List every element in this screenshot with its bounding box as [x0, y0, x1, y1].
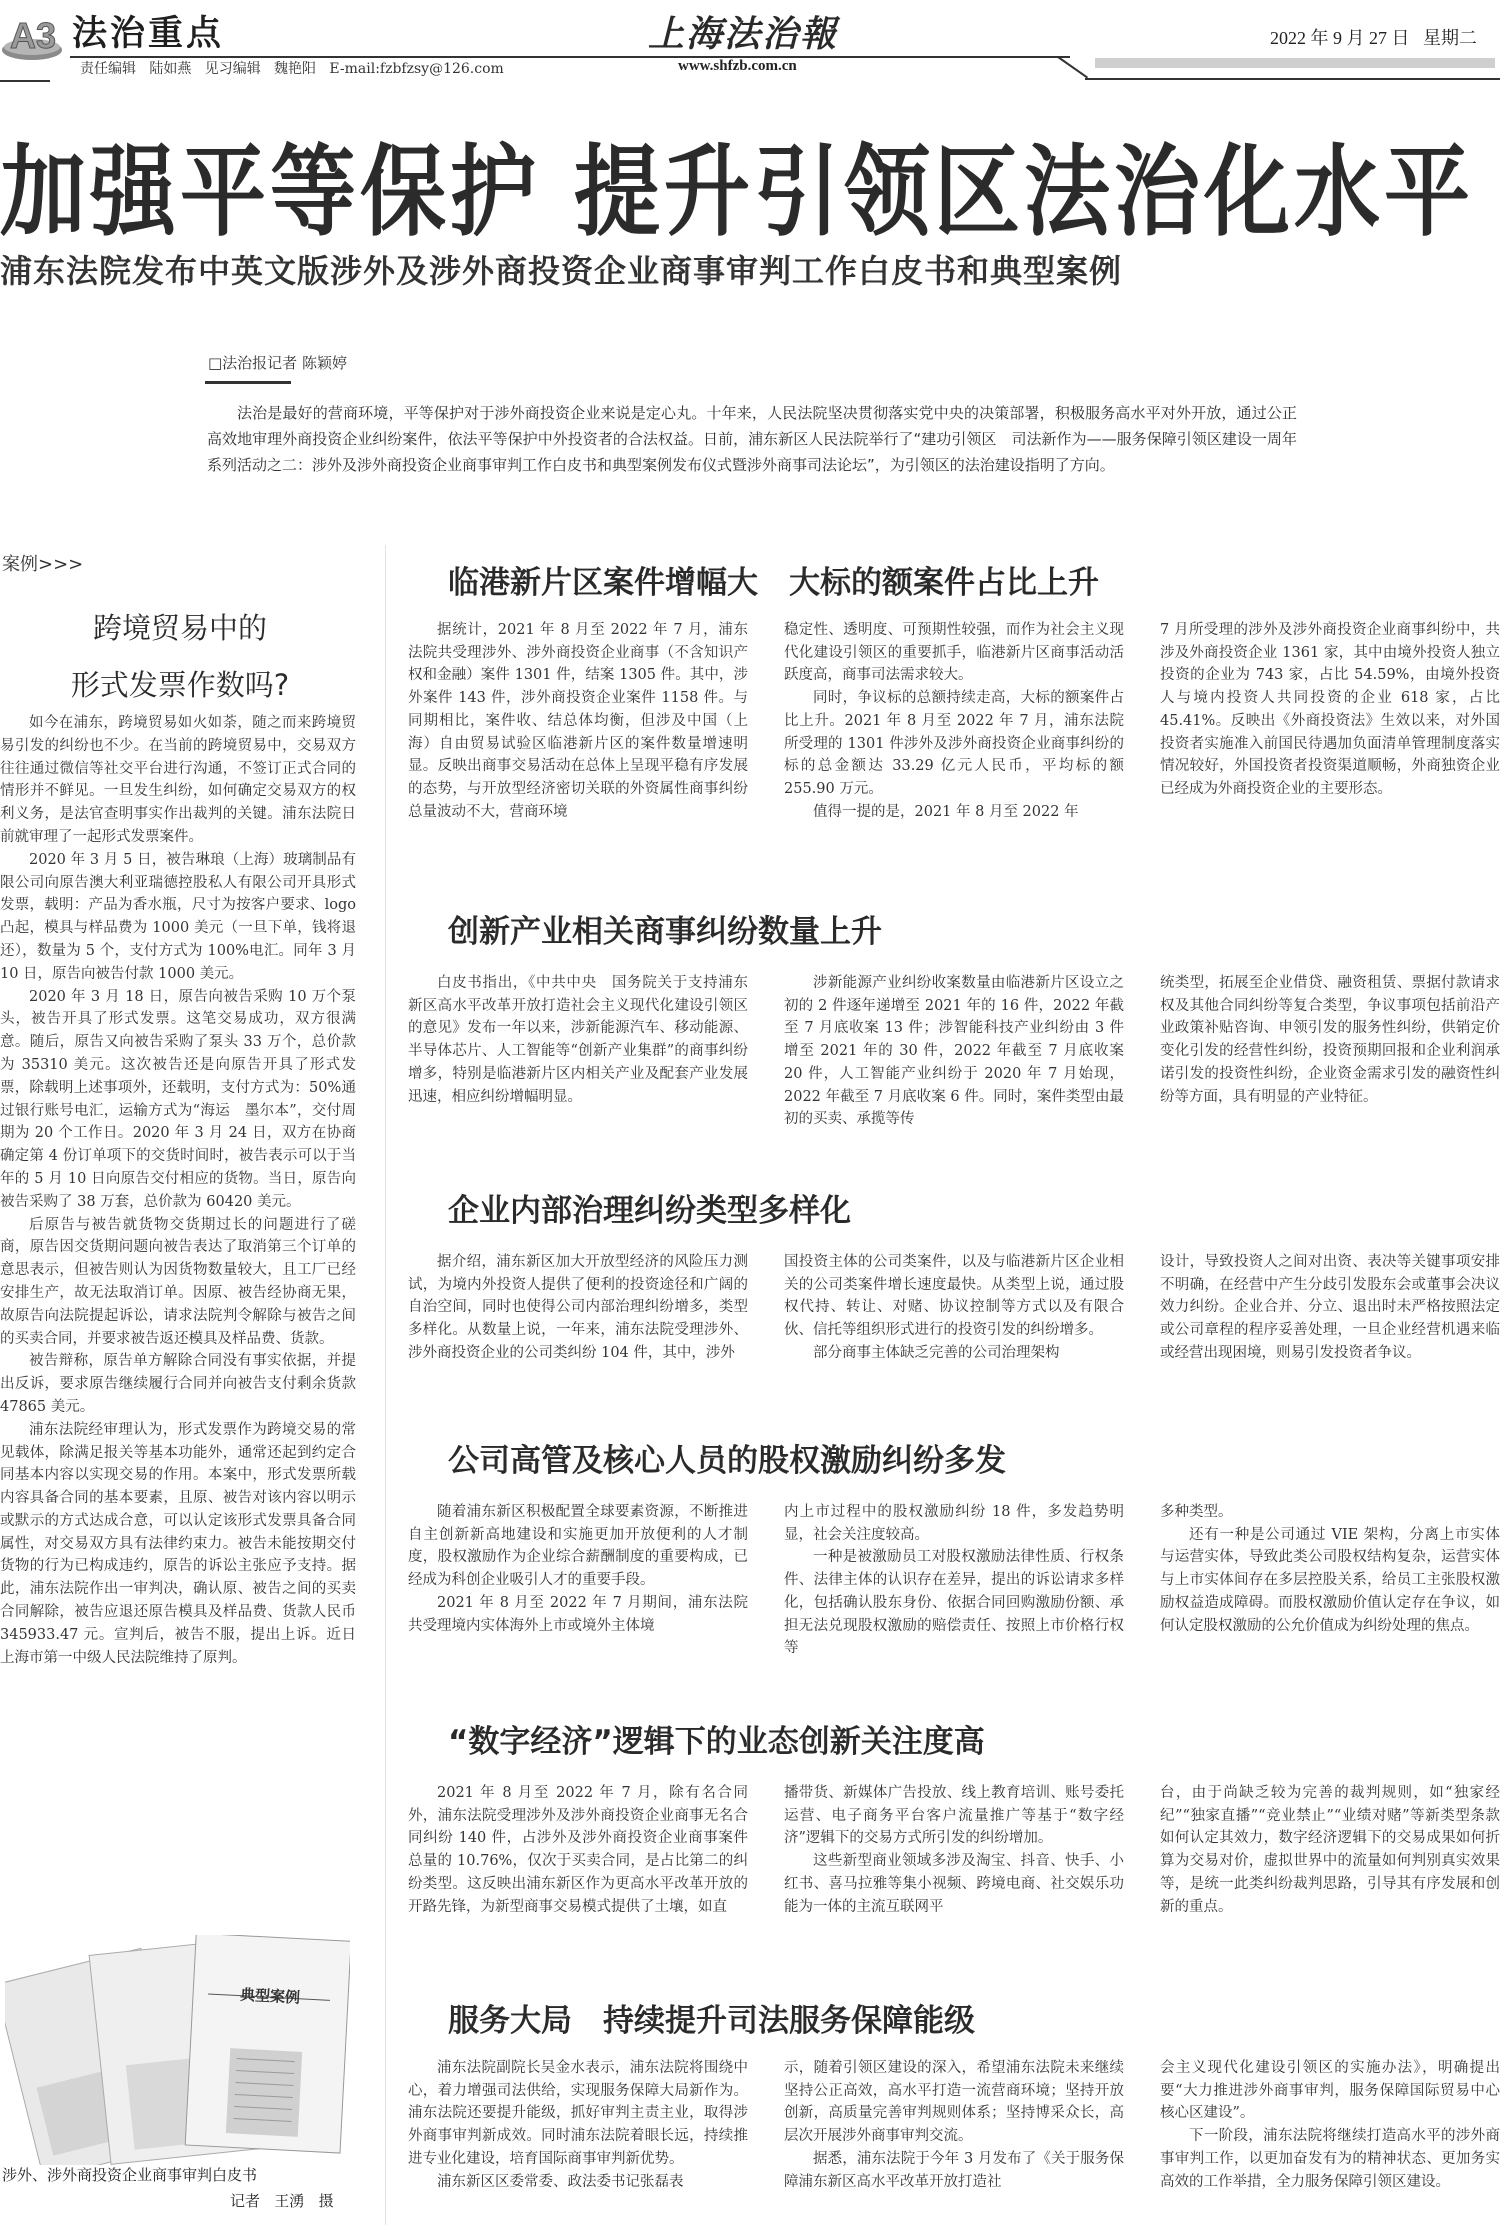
- paragraph: 播带货、新媒体广告投放、线上教育培训、账号委托运营、电子商务平台客户流量推广等基于“数字经济”逻辑下的交易方式所引发的纠纷增加。: [784, 1785, 1124, 1847]
- paragraph: 统类型，拓展至企业借贷、融资租赁、票据付款请求权及其他合同纠纷等复合类型，争议事项包括前沿产业政策补贴咨询、申领引发的服务性纠纷，供销定价变化引发的经营性纠纷，投资预期回报和企业利润承诺引发的投资性纠纷，企业资金需求引发的融资性纠纷等方面，具有明显的产业特征。: [1160, 975, 1500, 1105]
- case-title-line: 跨境贸易中的: [92, 611, 267, 645]
- photo-credit: 记者 王湧 摄: [230, 2192, 334, 2210]
- text-column: [408, 1782, 748, 1918]
- case-paragraph: 2020 年 3 月 5 日，被告琳琅（上海）玻璃制品有限公司向原告澳大利亚瑞德控股私人有限公司开具形式发票，载明：产品为香水瓶，尺寸为按客户要求、logo 凸起，模具与样品费为 1000 美元（一旦下单，钱将退还），数量为 5 个，支付方式为 100%电汇。同年 3 月 10 日，原告向被告付款 1000 美元。: [0, 851, 356, 982]
- paragraph: 2021 年 8 月至 2022 年 7 月，除有名合同外，浦东法院受理涉外及涉外商投资企业商事无名合同纠纷 140 件，占涉外及涉外商投资企业商事案件总量的 10.76%，仅次于买卖合同，是占比第二的纠纷类型。这反映出浦东新区作为更高水平改革开放的开路先锋，为新型商事交易模式提供了土壤，如直: [408, 1785, 748, 1915]
- text-column: [408, 1501, 748, 1660]
- paragraph: 内上市过程中的股权激励纠纷 18 件，多发趋势明显，社会关注度较高。: [784, 1504, 1124, 1543]
- issue-date: 2022 年 9 月 27 日 星期二: [1270, 28, 1477, 48]
- section-columns: [408, 972, 1500, 1131]
- text-column: [1160, 619, 1500, 823]
- byline: □法治报记者 陈颖婷: [208, 354, 347, 372]
- section-title: 临港新片区案件增幅大 大标的额案件占比上升: [448, 565, 1099, 601]
- paragraph: 一种是被激励员工对股权激励法律性质、行权条件、法律主体的认识存在差异，提出的诉讼请求多样化，包括确认股东身份、依据合同回购激励份额、承担无法兑现股权激励的赔偿责任、按照上市价格行权等: [784, 1549, 1124, 1657]
- case-label: 案例>>>: [2, 554, 84, 575]
- masthead-grey-band: [1095, 58, 1495, 68]
- paragraph: 下一阶段，浦东法院将继续打造高水平的涉外商事审判工作，以更加奋发有为的精神状态、更加务实高效的工作举措，全力服务保障引领区建设。: [1160, 2128, 1500, 2190]
- paragraph: 会主义现代化建设引领区的实施办法》，明确提出要“大力推进涉外商事审判，服务保障国际贸易中心核心区建设”。: [1160, 2060, 1500, 2122]
- section-columns: [408, 1251, 1500, 1365]
- text-column: [1160, 1782, 1500, 1918]
- white-paper-photo: [5, 1935, 350, 2165]
- text-column: [784, 1501, 1124, 1660]
- paragraph: 国投资主体的公司类案件，以及与临港新片区企业相关的公司类案件增长速度最快。从类型上说，通过股权代持、转让、对赌、协议控制等方式以及有限合伙、信托等组织形式进行的投资引发的纠纷增多。: [784, 1254, 1124, 1339]
- case-title: [0, 600, 360, 714]
- byline-rule: [205, 381, 291, 384]
- text-column: [784, 619, 1124, 823]
- book-cover-front: [185, 1935, 350, 2153]
- paragraph: 2021 年 8 月至 2022 年 7 月期间，浦东法院共受理境内实体海外上市或境外主体境: [408, 1594, 748, 1634]
- paragraph: 7 月所受理的涉外及涉外商投资企业商事纠纷中，共涉及外商投资企业 1361 家，其中由境外投资人独立投资的企业为 743 家，占比 54.59%，由境外投资人与境内投资人共同投资的企业 618 家，占比 45.41%。反映出《外商投资法》生效以来，对外国投资者实施准入前国民待遇加负面清单管理制度落实情况较好，外国投资者投资渠道顺畅，外商独资企业已经成为外商投资企业的主要形态。: [1160, 622, 1500, 797]
- photo-caption: 涉外、涉外商投资企业商事审判白皮书: [2, 2166, 258, 2184]
- section-name: 法治重点: [72, 14, 225, 54]
- paragraph: 台，由于尚缺乏较为完善的裁判规则，如“独家经纪”“独家直播”“竞业禁止”“业绩对赌”等新类型条款如何认定其效力，数字经济逻辑下的交易成果如何折算为交易对价，虚拟世界中的流量如何判别真实效果等，是统一此类纠纷裁判思路，引导其有序发展和创新的重点。: [1160, 1785, 1500, 1915]
- paragraph: 这些新型商业领域多涉及淘宝、抖音、快手、小红书、喜马拉雅等集小视频、跨境电商、社交娱乐功能为一体的主流互联网平: [784, 1853, 1124, 1915]
- masthead-rule: [1057, 56, 1088, 78]
- case-paragraph: 后原告与被告就货物交货期过长的问题进行了磋商，原告因交货期问题向被告表达了取消第三个订单的意思表示，但被告则认为因货物数量较大，且工厂已经安排生产，故无法取消订单。因原、被告经协商无果，故原告向法院提起诉讼，请求法院判令解除与被告之间的买卖合同，并要求被告返还模具及样品费、货款。: [0, 1216, 356, 1347]
- text-column: [1160, 1251, 1500, 1365]
- paragraph: 浦东新区区委常委、政法委书记张磊表: [437, 2173, 684, 2190]
- case-paragraph: 浦东法院经审理认为，形式发票作为跨境交易的常见载体，除满足报关等基本功能外，通常还起到约定合同基本内容以实现交易的作用。本案中，形式发票所载内容具备合同的基本要素，且原、被告对该内容以明示或默示的方式达成合意，可以认定该形式发票具备合同属性，对交易双方具有法律约束力。被告未能按期交付货物的行为已构成违约，原告的诉讼主张应予支持。据此，浦东法院作出一审判决，确认原、被告之间的买卖合同解除，被告应退还原告模具及样品费、货款人民币 345933.47 元。宣判后，被告不服，提出上诉。近日上海市第一中级人民法院维持了原判。: [0, 1421, 356, 1666]
- section-title: “数字经济”逻辑下的业态创新关注度高: [448, 1724, 985, 1760]
- text-column: [408, 1251, 748, 1365]
- text-column: [784, 1782, 1124, 1918]
- paragraph: 稳定性、透明度、可预期性较强，而作为社会主义现代化建设引领区的重要抓手，临港新片区商事活动活跃度高，商事司法需求较大。: [784, 622, 1124, 684]
- book-title: 典型案例: [239, 1985, 301, 2007]
- text-column: [408, 2057, 748, 2193]
- case-body: [0, 712, 356, 1669]
- text-column: [1160, 972, 1500, 1131]
- section-title: 企业内部治理纠纷类型多样化: [448, 1193, 851, 1229]
- newspaper-url[interactable]: www.shfzb.com.cn: [678, 58, 797, 74]
- section-columns: [408, 1782, 1500, 1918]
- masthead-rule: [0, 80, 50, 82]
- case-paragraph: 如今在浦东，跨境贸易如火如荼，随之而来跨境贸易引发的纠纷也不少。在当前的跨境贸易中，交易双方往往通过微信等社交平台进行沟通，不签订正式合同的情形并不鲜见。一旦发生纠纷，如何确定交易双方的权利义务，是法官查明事实作出裁判的关键。浦东法院日前就审理了一起形式发票案件。: [0, 715, 356, 845]
- case-title-line: 形式发票作数吗?: [70, 668, 290, 702]
- paragraph: 涉新能源产业纠纷收案数量由临港新片区设立之初的 2 件逐年递增至 2021 年的 16 件，2022 年截至 7 月底收案 13 件；涉智能科技产业纠纷由 3 件增至 2021 年的 30 件，2022 年截至 7 月底收案 20 件，人工智能产业纠纷于 2020 年 7 月始现，2022 年截至 7 月底收案 6 件。同时，案件类型由最初的买卖、承揽等传: [784, 975, 1124, 1128]
- lead-paragraph: 法治是最好的营商环境，平等保护对于涉外商投资企业来说是定心丸。十年来，人民法院坚决贯彻落实党中央的决策部署，积极服务高水平对外开放，通过公正高效地审理外商投资企业纠纷案件，依法平等保护中外投资者的合法权益。日前，浦东新区人民法院举行了“建功引领区 司法新作为——服务保障引领区建设一周年系列活动之二：涉外及涉外商投资企业商事审判工作白皮书和典型案例发布仪式暨涉外商事司法论坛”，为引领区的法治建设指明了方向。: [207, 404, 1297, 474]
- paragraph: 示，随着引领区建设的深入，希望浦东法院未来继续坚持公正高效，高水平打造一流营商环境；坚持开放创新，高质量完善审判规则体系；坚持博采众长，高层次开展涉外商事审判交流。: [784, 2060, 1124, 2145]
- text-column: [784, 2057, 1124, 2193]
- paragraph: 值得一提的是，2021 年 8 月至 2022 年: [813, 803, 1079, 820]
- section-title: 公司高管及核心人员的股权激励纠纷多发: [448, 1443, 1006, 1479]
- page-number-badge: [2, 10, 64, 62]
- text-column: [408, 619, 748, 823]
- paragraph: 多种类型。: [1160, 1504, 1233, 1520]
- headline: 加强平等保护 提升引领区法治化水平: [0, 135, 1474, 250]
- case-paragraph: 被告辩称，原告单方解除合同没有事实依据，并提出反诉，要求原告继续履行合同并向被告支付剩余货款 47865 美元。: [0, 1353, 356, 1415]
- text-column: [1160, 1501, 1500, 1660]
- column-divider: [385, 545, 386, 2225]
- page-badge-text: A3: [10, 15, 57, 56]
- text-column: [784, 972, 1124, 1131]
- case-paragraph: 2020 年 3 月 18 日，原告向被告采购 10 万个泵头，被告开具了形式发票。这笔交易成功，双方很满意。随后，原告又向被告采购了泵头 33 万个，总价款为 35310 美元。这次被告还是向原告开具了形式发票，除载明上述事项外，还载明，支付方式为：50%通过银行账号电汇，运输方式为“海运 墨尔本”，交付周期为 20 个工作日。2020 年 3 月 24 日，双方在协商确定第 4 份订单项下的交货时间时，被告表示可以于当年的 5 月 10 日向原告交付相应的货物。当日，原告向被告采购了 38 万套，总价款为 60420 美元。: [0, 988, 356, 1210]
- subheadline: 浦东法院发布中英文版涉外及涉外商投资企业商事审判工作白皮书和典型案例: [0, 252, 1123, 290]
- paragraph: 据悉，浦东法院于今年 3 月发布了《关于服务保障浦东新区高水平改革开放打造社: [784, 2150, 1124, 2190]
- section-columns: [408, 619, 1500, 823]
- text-column: [784, 1251, 1124, 1365]
- newspaper-logo: 上海法治報: [648, 13, 839, 55]
- section-columns: [408, 2057, 1500, 2193]
- section-title: 创新产业相关商事纠纷数量上升: [448, 914, 882, 950]
- masthead-rule: [1085, 78, 1500, 80]
- section-title: 服务大局 持续提升司法服务保障能级: [448, 2003, 975, 2039]
- paragraph: 设计，导致投资人之间对出资、表决等关键事项安排不明确，在经营中产生分歧引发股东会或董事会决议效力纠纷。企业合并、分立、退出时未严格按照法定或公司章程的程序妥善处理，一旦企业经营机遇来临或经营出现困境，则易引发投资者争议。: [1160, 1254, 1500, 1361]
- section-columns: [408, 1501, 1500, 1660]
- masthead: [0, 0, 1500, 82]
- paragraph: 部分商事主体缺乏完善的公司治理架构: [813, 1344, 1060, 1361]
- paragraph: 白皮书指出，《中共中央 国务院关于支持浦东新区高水平改革开放打造社会主义现代化建设引领区的意见》发布一年以来，涉新能源汽车、移动能源、半导体芯片、人工智能等“创新产业集群”的商事纠纷增多，特别是临港新片区内相关产业及配套产业发展迅速，相应纠纷增幅明显。: [408, 975, 748, 1105]
- paragraph: 同时，争议标的总额持续走高，大标的额案件占比上升。2021 年 8 月至 2022 年 7 月，浦东法院所受理的 1301 件涉外及涉外商投资企业商事纠纷的标的总金额达 33.29 亿元人民币，平均标的额 255.90 万元。: [784, 690, 1124, 797]
- paragraph: 据介绍，浦东新区加大开放型经济的风险压力测试，为境内外投资人提供了便利的投资途径和广阔的自治空间，同时也使得公司内部治理纠纷增多，类型多样化。从数量上说，一年来，浦东法院受理涉外、涉外商投资企业的公司类纠纷 104 件，其中，涉外: [408, 1254, 748, 1361]
- text-column: [1160, 2057, 1500, 2193]
- paragraph: 随着浦东新区积极配置全球要素资源，不断推进自主创新新高地建设和实施更加开放便利的人才制度，股权激励作为企业综合薪酬制度的重要构成，已经成为科创企业吸引人才的重要手段。: [408, 1504, 748, 1589]
- editors-line: 责任编辑 陆如燕 见习编辑 魏艳阳 E-mail:fzbfzsy@126.com: [80, 61, 504, 77]
- paragraph: 浦东法院副院长吴金水表示，浦东法院将围绕中心，着力增强司法供给，实现服务保障大局新作为。浦东法院还要提升能级，抓好审判主责主业，取得涉外商事审判新成效。同时浦东法院着眼长远，持续推进专业化建设，培育国际商事审判新优势。: [408, 2060, 748, 2167]
- paragraph: 据统计，2021 年 8 月至 2022 年 7 月，浦东法院共受理涉外、涉外商投资企业商事（不含知识产权和金融）案件 1301 件，结案 1305 件。其中，涉外案件 143 件，涉外商投资企业案件 1158 件。与同期相比，案件收、结总体均衡，但涉及中国（上海）自由贸易试验区临港新片区的案件数量增速明显。反映出商事交易活动在总体上呈现平稳有序发展的态势，与开放型经济密切关联的外资属性商事纠纷总量波动不大，营商环境: [408, 622, 748, 820]
- paragraph: 还有一种是公司通过 VIE 架构，分离上市实体与运营实体，导致此类公司股权结构复杂，运营实体与上市实体间存在多层控股关系，给员工主张股权激励权益造成障碍。而股权激励价值认定存在争议，如何认定股权激励的公允价值成为纠纷处理的焦点。: [1160, 1526, 1500, 1634]
- text-column: [408, 972, 748, 1131]
